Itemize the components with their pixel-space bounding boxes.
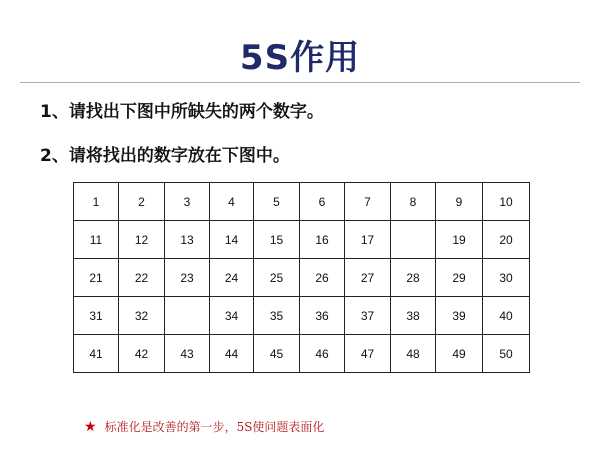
grid-cell: 20	[483, 221, 530, 259]
grid-cell: 32	[119, 297, 165, 335]
grid-cell: 26	[300, 259, 345, 297]
grid-cell: 14	[210, 221, 254, 259]
grid-cell: 35	[254, 297, 300, 335]
grid-row	[74, 335, 530, 373]
grid-cell: 39	[436, 297, 483, 335]
grid-cell: 6	[300, 183, 345, 221]
grid-cell: 3	[165, 183, 210, 221]
grid-cell: 38	[391, 297, 436, 335]
grid-cell: 17	[345, 221, 391, 259]
grid-cell: 13	[165, 221, 210, 259]
grid-cell: 37	[345, 297, 391, 335]
grid-row	[74, 183, 530, 221]
instruction-2: 2、请将找出的数字放在下图中。	[40, 146, 290, 166]
grid-cell-empty	[165, 297, 210, 335]
grid-cell: 24	[210, 259, 254, 297]
grid-cell: 25	[254, 259, 300, 297]
grid-cell: 41	[74, 335, 119, 373]
grid-cell: 15	[254, 221, 300, 259]
grid-cell: 31	[74, 297, 119, 335]
grid-cell: 7	[345, 183, 391, 221]
star-icon: ★	[84, 419, 97, 435]
footer-note	[84, 418, 324, 435]
grid-cell: 12	[119, 221, 165, 259]
grid-cell: 30	[483, 259, 530, 297]
grid-cell: 10	[483, 183, 530, 221]
grid-cell: 47	[345, 335, 391, 373]
grid-cell: 22	[119, 259, 165, 297]
grid-cell: 27	[345, 259, 391, 297]
grid-row	[74, 297, 530, 335]
grid-cell: 50	[483, 335, 530, 373]
grid-cell: 29	[436, 259, 483, 297]
grid-cell: 9	[436, 183, 483, 221]
grid-cell-empty	[391, 221, 436, 259]
grid-cell: 48	[391, 335, 436, 373]
grid-cell: 40	[483, 297, 530, 335]
grid-cell: 49	[436, 335, 483, 373]
grid-cell: 45	[254, 335, 300, 373]
grid-cell: 44	[210, 335, 254, 373]
grid-cell: 4	[210, 183, 254, 221]
grid-cell: 2	[119, 183, 165, 221]
instruction-1: 1、请找出下图中所缺失的两个数字。	[40, 102, 324, 122]
grid-row	[74, 221, 530, 259]
grid-cell: 1	[74, 183, 119, 221]
grid-cell: 8	[391, 183, 436, 221]
grid-row	[74, 259, 530, 297]
grid-cell: 16	[300, 221, 345, 259]
grid-cell: 23	[165, 259, 210, 297]
number-grid	[73, 182, 530, 373]
grid-cell: 11	[74, 221, 119, 259]
title-divider	[20, 82, 580, 83]
grid-cell: 42	[119, 335, 165, 373]
grid-cell: 5	[254, 183, 300, 221]
grid-cell: 36	[300, 297, 345, 335]
footer-text: 标准化是改善的第一步，5S使问题表面化	[104, 420, 325, 434]
grid-cell: 43	[165, 335, 210, 373]
grid-cell: 34	[210, 297, 254, 335]
grid-cell: 21	[74, 259, 119, 297]
grid-cell: 19	[436, 221, 483, 259]
grid-cell: 28	[391, 259, 436, 297]
slide-title: 5S作用	[239, 38, 361, 78]
grid-cell: 46	[300, 335, 345, 373]
